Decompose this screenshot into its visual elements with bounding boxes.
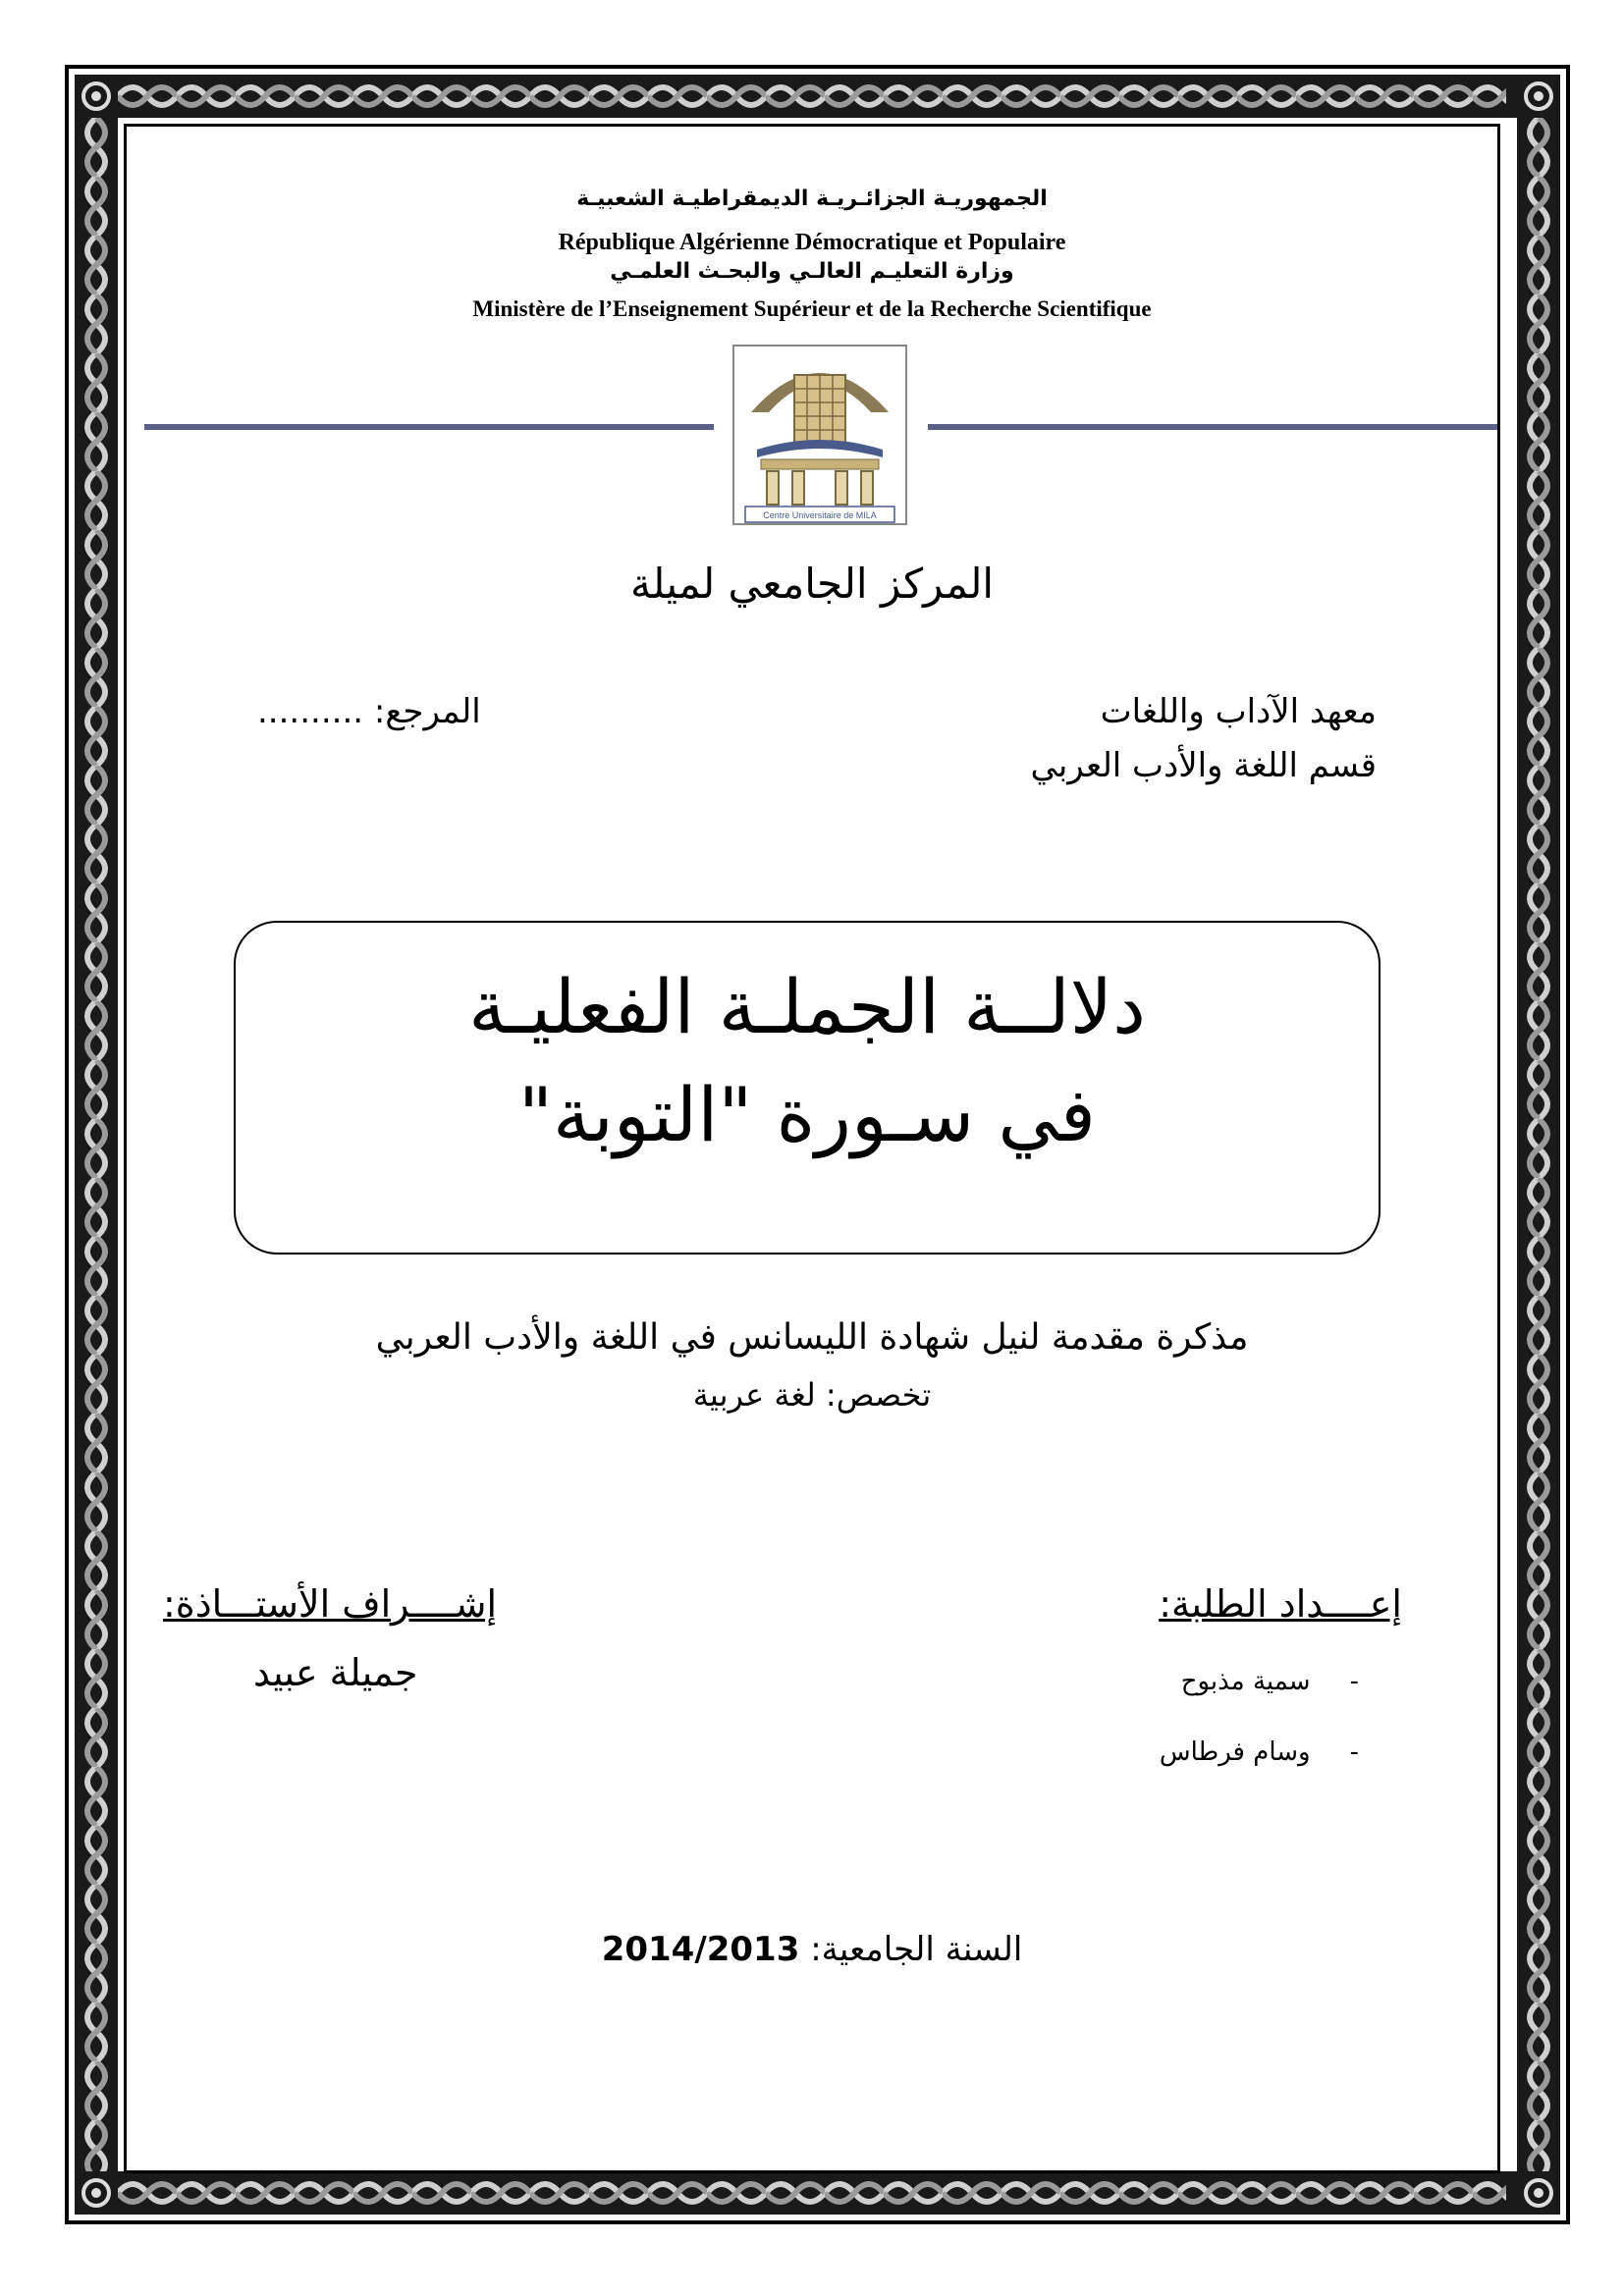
academic-year-label: السنة الجامعية: — [810, 1930, 1023, 1969]
specialty: تخصص: لغة عربية — [692, 1376, 932, 1414]
institute-name: معهد الآداب واللغات — [1100, 692, 1377, 731]
university-logo — [731, 344, 908, 526]
thesis-title-line1: دلالــة الجملـة الفعليـة — [468, 963, 1146, 1050]
academic-year — [0, 1930, 1624, 1969]
thesis-title-line2: في سـورة "التوبة" — [518, 1071, 1096, 1158]
border-corner-bottom-right — [1517, 2171, 1560, 2215]
center-name: المركز الجامعي لميلة — [629, 560, 995, 608]
list-dash: - — [1349, 1737, 1359, 1767]
student-name: سمية مذبوح — [1180, 1667, 1311, 1696]
department-name: قسم اللغة والأدب العربي — [1030, 746, 1377, 785]
reference-number: المرجع: .......... — [257, 692, 481, 731]
border-corner-top-right — [1517, 75, 1560, 118]
header-rule-right — [928, 424, 1497, 430]
list-dash: - — [1349, 1667, 1359, 1696]
logo-caption: Centre Universitaire de MILA — [763, 510, 877, 520]
student-item — [1160, 1737, 1359, 1767]
supervisor-name: جميلة عبيد — [253, 1651, 418, 1694]
border-rope-top — [118, 75, 1506, 118]
border-rope-left — [75, 118, 118, 2179]
title-box — [234, 921, 1380, 1255]
republic-arabic: الجمهوريـة الجزائـريـة الديمقراطيـة الشعبيـة — [576, 187, 1048, 211]
supervisor-label: إشــــراف الأستـــاذة: — [163, 1582, 498, 1626]
ministry-french: Ministère de l’Enseignement Supérieur et de la Recherche Scientifique — [472, 296, 1152, 321]
academic-year-value: 2014/2013 — [601, 1930, 800, 1969]
students-label: إعــــداد الطلبة: — [1159, 1582, 1402, 1626]
memo-statement: مذكرة مقدمة لنيل شهادة الليسانس في اللغة والأدب العربي — [375, 1317, 1249, 1358]
border-corner-top-left — [75, 75, 118, 118]
border-rope-bottom — [118, 2171, 1506, 2215]
student-item — [1181, 1667, 1359, 1696]
student-name: وسام فرطاس — [1159, 1737, 1311, 1767]
ministry-arabic: وزارة التعليـم العالـي والبحـث العلمـي — [610, 259, 1014, 284]
republic-french: République Algérienne Démocratique et Populaire — [558, 230, 1066, 255]
header-rule-left — [144, 424, 714, 430]
border-rope-right — [1517, 118, 1560, 2179]
border-corner-bottom-left — [75, 2171, 118, 2215]
